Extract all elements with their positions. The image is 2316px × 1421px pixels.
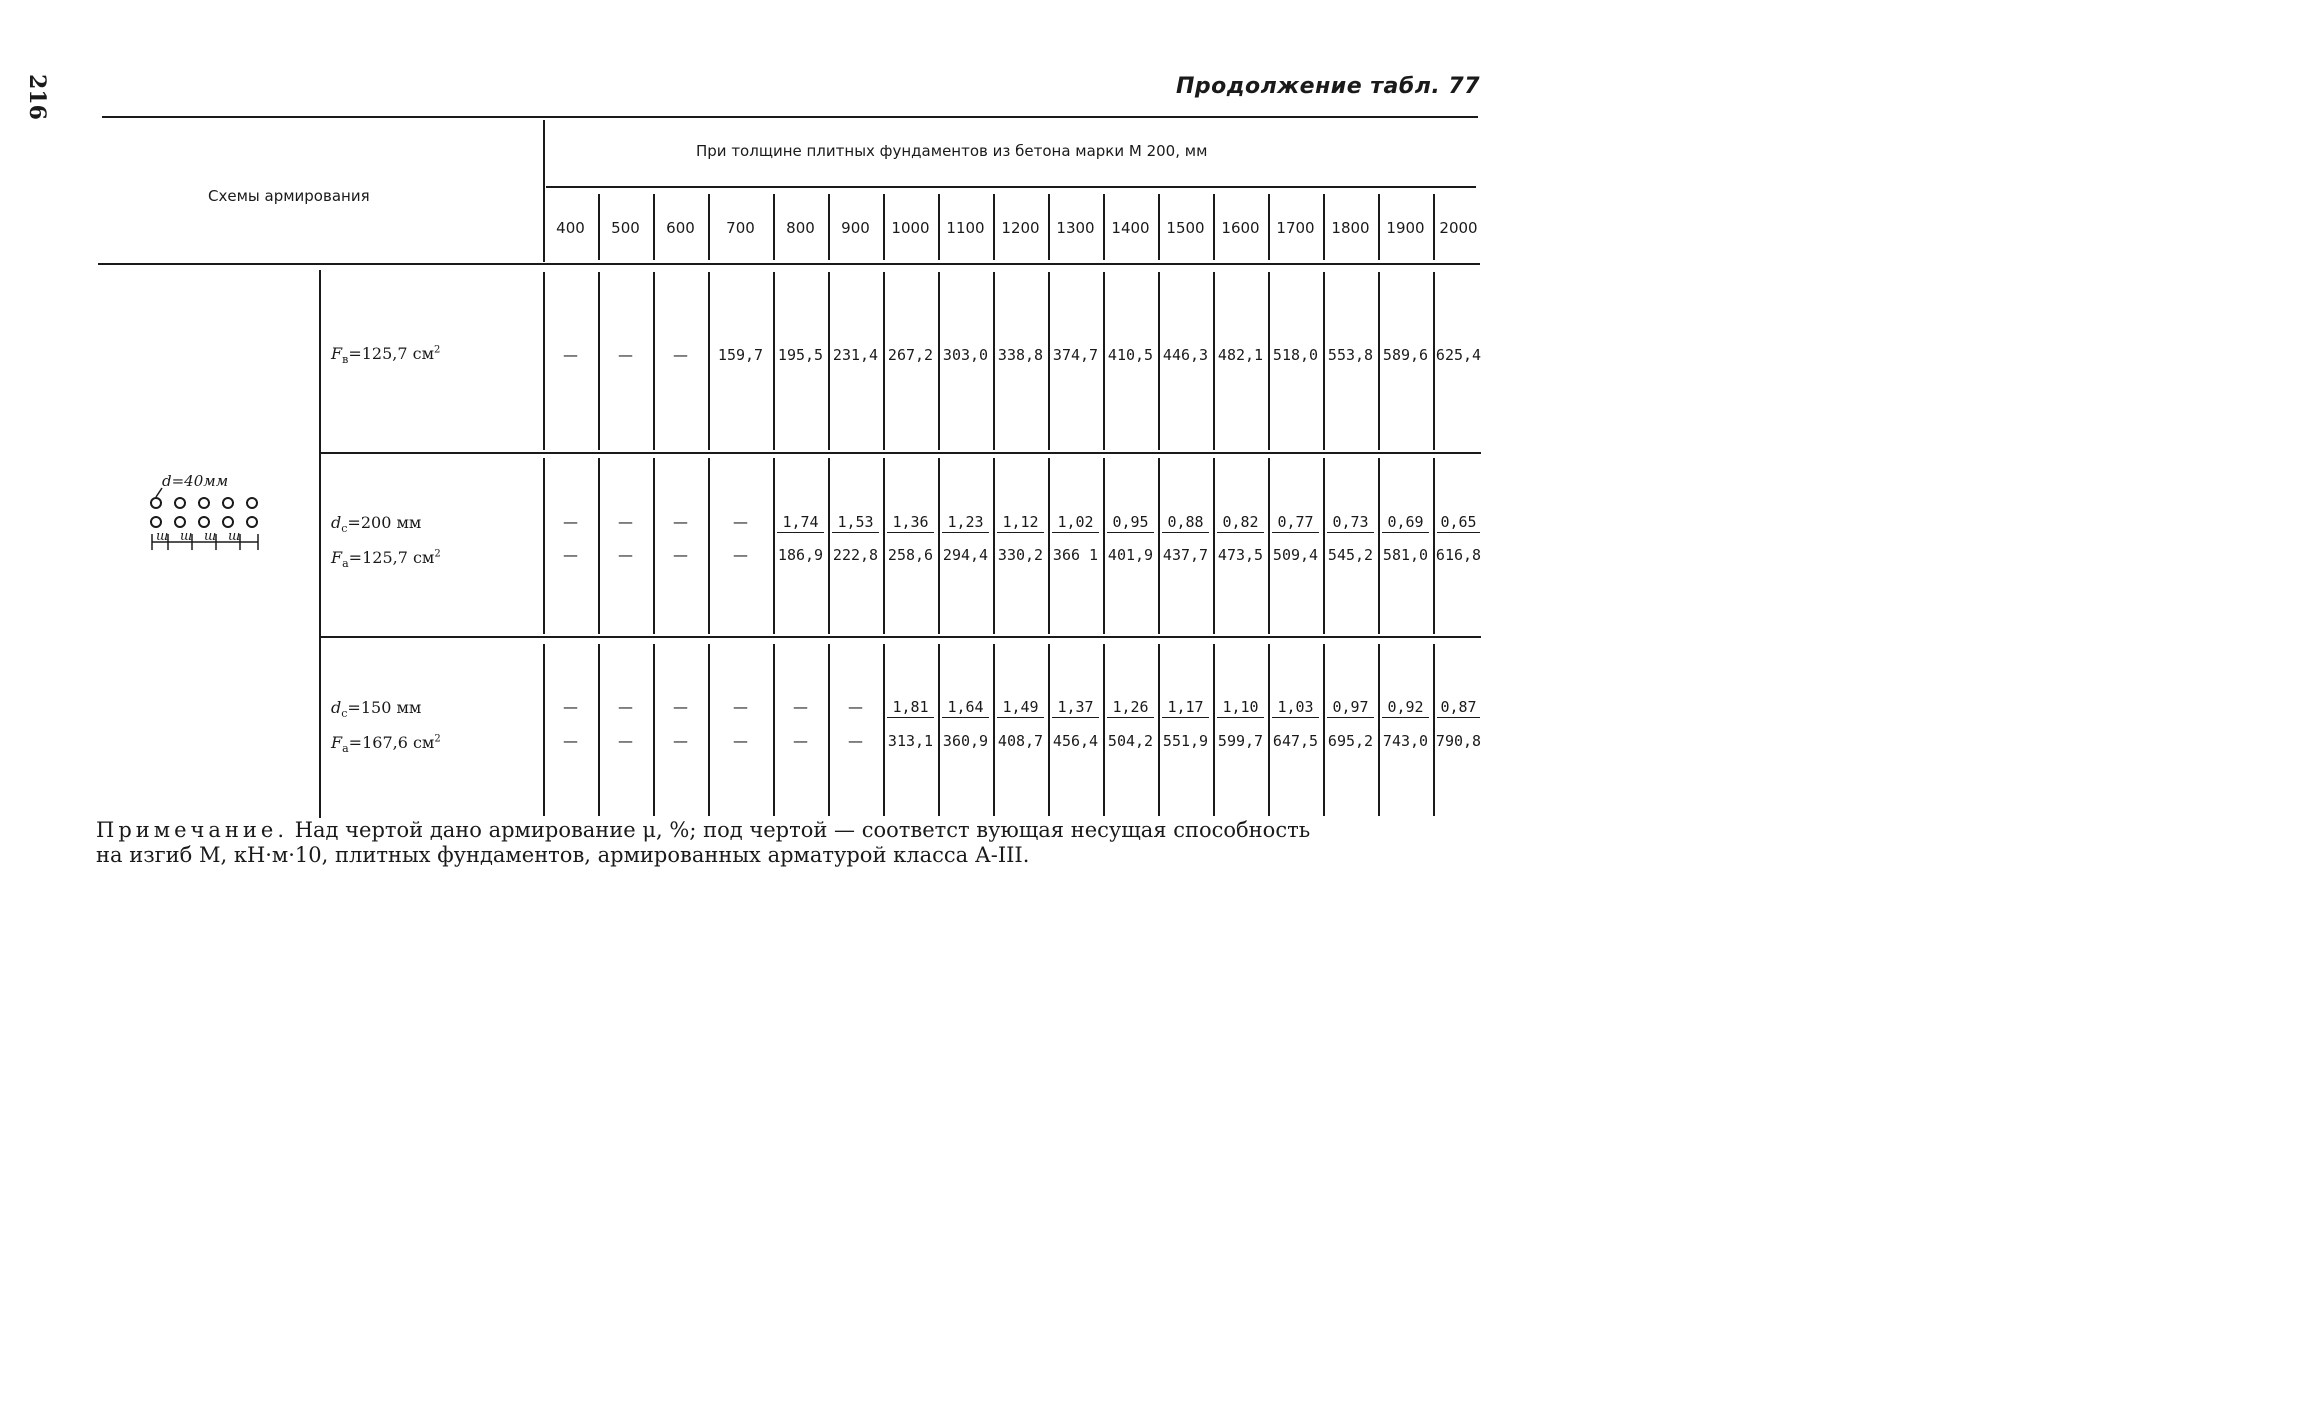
- row2-moment-cell: 330,2: [997, 546, 1044, 564]
- row1-cell: 303,0: [942, 346, 989, 364]
- column-divider: [993, 644, 995, 816]
- row1-cell: 338,8: [997, 346, 1044, 364]
- column-header-1700: 1700: [1276, 219, 1315, 237]
- row2-spacing-value: =200 мм: [347, 513, 422, 532]
- label-column-divider: [319, 270, 321, 818]
- row2-mu-cell: 0,73: [1327, 513, 1374, 533]
- spacing-label: ш: [180, 529, 193, 544]
- column-divider: [653, 644, 655, 816]
- row1-cell: 410,5: [1107, 346, 1154, 364]
- column-header-1300: 1300: [1056, 219, 1095, 237]
- column-divider: [1158, 644, 1160, 816]
- row1-cell: 374,7: [1052, 346, 1099, 364]
- column-divider: [773, 644, 775, 816]
- row3-mu-cell: 0,92: [1382, 698, 1429, 718]
- row1-cell: 553,8: [1327, 346, 1374, 364]
- column-header-1500: 1500: [1166, 219, 1205, 237]
- row2-moment-cell: 258,6: [887, 546, 934, 564]
- row1-cell: —: [673, 346, 688, 364]
- bar-diameter-label: d=40мм: [162, 472, 229, 490]
- rebar-top-icon: [199, 498, 209, 508]
- row1-area-subscript: в: [342, 353, 349, 367]
- column-divider: [543, 120, 545, 262]
- note-line1: Над чертой дано армирование μ, %; под чертой — соответст вующая несущая способность: [288, 818, 1311, 842]
- spacing-label: ш: [228, 529, 241, 544]
- column-header-600: 600: [666, 219, 695, 237]
- row2-label-area: [331, 548, 441, 570]
- row2-moment-cell: 509,4: [1272, 546, 1319, 564]
- scheme-column-header: Схемы армирования: [208, 187, 370, 205]
- page-number: 216: [24, 74, 50, 120]
- row3-moment-cell: 599,7: [1217, 732, 1264, 750]
- row2-moment-cell: 186,9: [777, 546, 824, 564]
- column-divider: [1433, 644, 1435, 816]
- row3-mu-cell: 0,97: [1327, 698, 1374, 718]
- row2-area-value: =125,7 см: [348, 548, 435, 567]
- row2-moment-cell: —: [618, 546, 633, 564]
- row2-mu-cell: 1,36: [887, 513, 934, 533]
- row2-spacing-symbol: d: [331, 513, 342, 532]
- row3-mu-cell: —: [563, 698, 578, 716]
- column-header-500: 500: [611, 219, 640, 237]
- row3-mu-cell: 1,26: [1107, 698, 1154, 718]
- row3-mu-cell: 1,03: [1272, 698, 1319, 718]
- group-header-rule: [546, 186, 1476, 188]
- row3-mu-cell: —: [848, 698, 863, 716]
- row1-cell: —: [618, 346, 633, 364]
- row3-moment-cell: —: [848, 732, 863, 750]
- row2-moment-cell: 366 1: [1052, 546, 1099, 564]
- spacing-label: ш: [204, 529, 217, 544]
- row2-moment-cell: —: [563, 546, 578, 564]
- column-divider: [938, 644, 940, 816]
- row2-moment-cell: 545,2: [1327, 546, 1374, 564]
- column-divider: [598, 644, 600, 816]
- column-header-700: 700: [726, 219, 755, 237]
- note-lead: Примечание.: [96, 818, 289, 842]
- row3-moment-cell: 551,9: [1162, 732, 1209, 750]
- column-divider: [1048, 644, 1050, 816]
- column-header-1100: 1100: [946, 219, 985, 237]
- row1-cell: 446,3: [1162, 346, 1209, 364]
- row3-moment-cell: —: [673, 732, 688, 750]
- column-divider: [1268, 644, 1270, 816]
- row3-moment-cell: —: [793, 732, 808, 750]
- row1-cell: 159,7: [717, 346, 764, 364]
- row2-mu-cell: —: [673, 513, 688, 531]
- row2-mu-cell: 0,88: [1162, 513, 1209, 533]
- rebar-top-icon: [175, 498, 185, 508]
- table-footnote: [96, 818, 1486, 868]
- row3-area-symbol: F: [331, 733, 343, 752]
- row2-mu-cell: 0,82: [1217, 513, 1264, 533]
- column-divider: [543, 644, 545, 816]
- row-divider: [321, 636, 1481, 638]
- row1-cell: 518,0: [1272, 346, 1319, 364]
- rebar-bottom-icon: [247, 517, 257, 527]
- column-divider: [1378, 644, 1380, 816]
- column-divider: [1213, 644, 1215, 816]
- row3-moment-cell: —: [618, 732, 633, 750]
- row2-mu-cell: —: [563, 513, 578, 531]
- header-bottom-rule: [98, 263, 1480, 265]
- thickness-group-header: При толщине плитных фундаментов из бетона марки М 200, мм: [696, 142, 1208, 160]
- row2-moment-cell: —: [733, 546, 748, 564]
- row3-moment-cell: 504,2: [1107, 732, 1154, 750]
- row2-spacing-subscript: c: [341, 522, 348, 536]
- rebar-bottom-icon: [223, 517, 233, 527]
- row2-moment-cell: 437,7: [1162, 546, 1209, 564]
- row3-mu-cell: 1,17: [1162, 698, 1209, 718]
- row1-cell: 231,4: [832, 346, 879, 364]
- column-header-1900: 1900: [1386, 219, 1425, 237]
- row2-label-spacing: [331, 513, 421, 535]
- row3-moment-cell: 647,5: [1272, 732, 1319, 750]
- column-header-2000: 2000: [1439, 219, 1478, 237]
- row2-mu-cell: 0,69: [1382, 513, 1429, 533]
- row3-moment-cell: 408,7: [997, 732, 1044, 750]
- row3-moment-cell: 695,2: [1327, 732, 1374, 750]
- column-divider: [828, 644, 830, 816]
- row1-cell: —: [563, 346, 578, 364]
- row3-label-spacing: [331, 698, 421, 720]
- reinforcement-scheme-diagram: [140, 470, 270, 560]
- note-line2: на изгиб М, кН·м·10, плитных фундаментов, армированных арматурой класса А-III.: [96, 843, 1030, 867]
- row3-area-value: =167,6 см: [348, 733, 435, 752]
- row2-area-subscript: a: [342, 557, 349, 571]
- row1-area-symbol: F: [331, 344, 343, 363]
- row1-area-unit-exp: 2: [434, 344, 441, 356]
- row-divider: [321, 452, 1481, 454]
- row2-mu-cell: 0,95: [1107, 513, 1154, 533]
- rebar-bottom-icon: [175, 517, 185, 527]
- table-caption: Продолжение табл. 77: [1176, 74, 1480, 99]
- row2-mu-cell: —: [733, 513, 748, 531]
- row2-moment-cell: 581,0: [1382, 546, 1429, 564]
- column-divider: [1323, 644, 1325, 816]
- column-header-1200: 1200: [1001, 219, 1040, 237]
- column-header-800: 800: [786, 219, 815, 237]
- row2-moment-cell: —: [673, 546, 688, 564]
- row2-moment-cell: 401,9: [1107, 546, 1154, 564]
- column-header-1400: 1400: [1111, 219, 1150, 237]
- row3-mu-cell: 1,10: [1217, 698, 1264, 718]
- row3-spacing-subscript: c: [341, 707, 348, 721]
- row2-mu-cell: 1,23: [942, 513, 989, 533]
- row3-moment-cell: 360,9: [942, 732, 989, 750]
- column-divider: [883, 644, 885, 816]
- row3-mu-cell: —: [793, 698, 808, 716]
- row2-area-symbol: F: [331, 548, 343, 567]
- row3-moment-cell: —: [563, 732, 578, 750]
- row2-mu-cell: 1,12: [997, 513, 1044, 533]
- row3-mu-cell: 0,87: [1437, 698, 1480, 718]
- row3-spacing-symbol: d: [331, 698, 342, 717]
- row2-moment-cell: 222,8: [832, 546, 879, 564]
- column-header-900: 900: [841, 219, 870, 237]
- row2-area-unit-exp: 2: [434, 548, 441, 560]
- row1-cell: 625,4: [1435, 346, 1482, 364]
- rebar-top-icon: [223, 498, 233, 508]
- row1-cell: 482,1: [1217, 346, 1264, 364]
- column-divider: [1103, 644, 1105, 816]
- row3-moment-cell: 790,8: [1435, 732, 1482, 750]
- row3-moment-cell: 313,1: [887, 732, 934, 750]
- row2-mu-cell: 0,77: [1272, 513, 1319, 533]
- column-header-1600: 1600: [1221, 219, 1260, 237]
- row1-cell: 589,6: [1382, 346, 1429, 364]
- row3-area-subscript: a: [342, 742, 349, 756]
- row2-mu-cell: —: [618, 513, 633, 531]
- column-header-1000: 1000: [891, 219, 930, 237]
- row3-mu-cell: 1,49: [997, 698, 1044, 718]
- row2-mu-cell: 1,74: [777, 513, 824, 533]
- spacing-label: ш: [156, 529, 169, 544]
- row3-mu-cell: —: [733, 698, 748, 716]
- row3-moment-cell: 743,0: [1382, 732, 1429, 750]
- row1-cell: 267,2: [887, 346, 934, 364]
- column-header-1800: 1800: [1331, 219, 1370, 237]
- row2-moment-cell: 294,4: [942, 546, 989, 564]
- row3-mu-cell: —: [673, 698, 688, 716]
- row2-mu-cell: 1,02: [1052, 513, 1099, 533]
- row3-label-area: [331, 733, 441, 755]
- row1-label-area: [331, 344, 440, 366]
- row3-mu-cell: 1,81: [887, 698, 934, 718]
- row3-mu-cell: 1,64: [942, 698, 989, 718]
- row2-moment-cell: 473,5: [1217, 546, 1264, 564]
- rebar-top-icon: [247, 498, 257, 508]
- rebar-bottom-icon: [199, 517, 209, 527]
- column-header-400: 400: [556, 219, 585, 237]
- row1-area-value: =125,7 см: [348, 344, 435, 363]
- row2-mu-cell: 1,53: [832, 513, 879, 533]
- row3-mu-cell: 1,37: [1052, 698, 1099, 718]
- row3-moment-cell: —: [733, 732, 748, 750]
- rebar-bottom-icon: [151, 517, 161, 527]
- row3-spacing-value: =150 мм: [347, 698, 422, 717]
- row2-moment-cell: 616,8: [1435, 546, 1482, 564]
- row3-area-unit-exp: 2: [434, 733, 441, 745]
- column-divider: [708, 644, 710, 816]
- row2-mu-cell: 0,65: [1437, 513, 1480, 533]
- row1-cell: 195,5: [777, 346, 824, 364]
- rebar-top-icon: [151, 498, 161, 508]
- table-top-rule: [102, 116, 1478, 118]
- row3-moment-cell: 456,4: [1052, 732, 1099, 750]
- row3-mu-cell: —: [618, 698, 633, 716]
